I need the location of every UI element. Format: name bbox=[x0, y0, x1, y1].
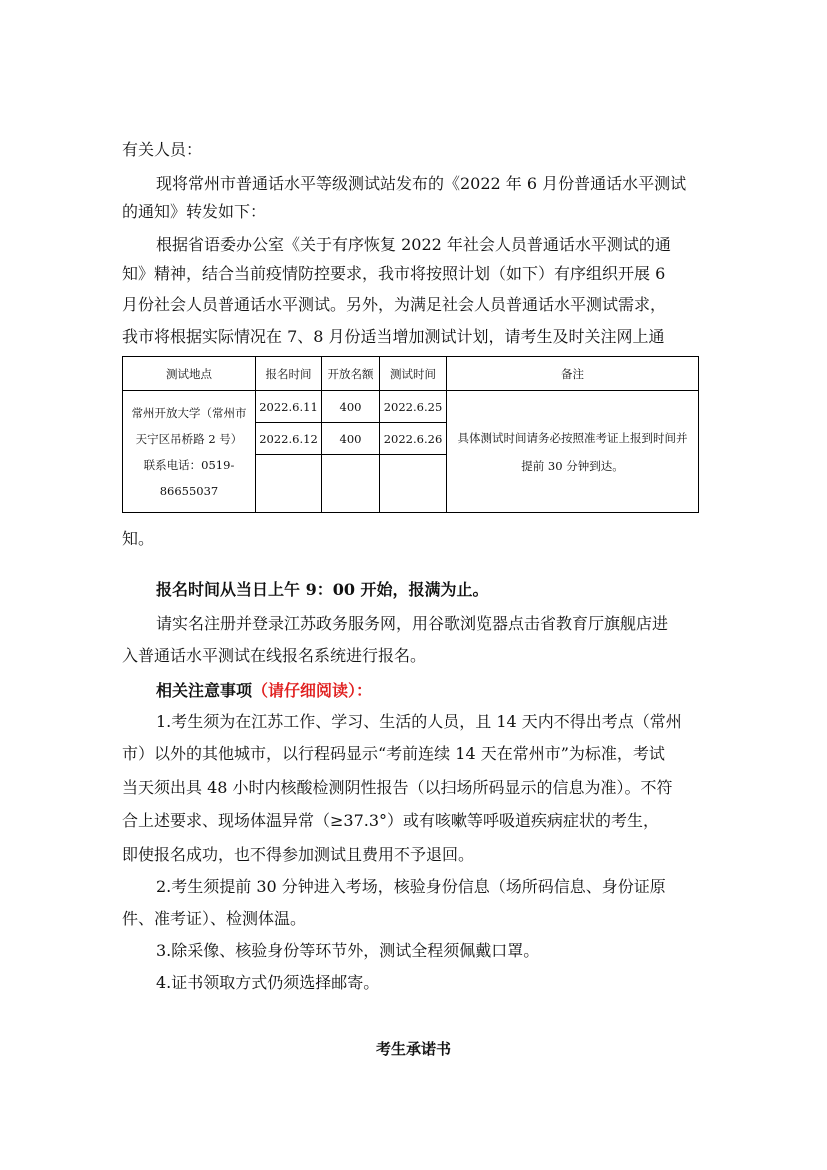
notice-item-1-line: 1.考生须为在江苏工作、学习、生活的人员，且 14 天内不得出考点（常州 bbox=[156, 712, 682, 731]
test-time-cell: 2022.6.25 bbox=[380, 391, 447, 423]
table-row bbox=[123, 391, 699, 423]
registration-instructions-line: 请实名注册并登录江苏政务服务网，用谷歌浏览器点击省教育厅旗舰店进 bbox=[156, 614, 669, 633]
test-location-cell bbox=[123, 391, 256, 513]
location-line: 天宁区吊桥路 2 号） bbox=[135, 431, 243, 446]
empty-cell bbox=[380, 455, 447, 513]
pledge-title: 考生承诺书 bbox=[375, 1040, 451, 1058]
notice-item-1-line: 合上述要求、现场体温异常（≥37.3°）或有咳嗽等呼吸道疾病症状的考生， bbox=[122, 811, 660, 830]
intro-paragraph-line: 的通知》转发如下： bbox=[122, 202, 267, 221]
quota-cell: 400 bbox=[322, 391, 380, 423]
header-registration-time: 报名时间 bbox=[256, 357, 322, 391]
notice-item-1-line: 当天须出具 48 小时内核酸检测阴性报告（以扫场所码显示的信息为准）。不符 bbox=[122, 778, 673, 797]
notice-heading-highlight: （请仔细阅读）： bbox=[252, 681, 373, 700]
header-remarks: 备注 bbox=[447, 357, 699, 391]
test-time-cell: 2022.6.26 bbox=[380, 423, 447, 455]
remarks-line: 具体测试时间请务必按照准考证上报到时间并 bbox=[457, 430, 688, 445]
location-phone: 联系电话：0519- bbox=[143, 457, 235, 472]
registration-instructions-line: 入普通话水平测试在线报名系统进行报名。 bbox=[122, 646, 427, 665]
intro-paragraph-line: 现将常州市普通话水平等级测试站发布的《2022 年 6 月份普通话水平测试 bbox=[156, 174, 687, 193]
notice-item-4: 4.证书领取方式仍须选择邮寄。 bbox=[156, 973, 380, 992]
registration-time-notice: 报名时间从当日上午 9：00 开始，报满为止。 bbox=[156, 580, 489, 599]
notice-heading-text: 相关注意事项 bbox=[156, 681, 253, 700]
header-test-time: 测试时间 bbox=[380, 357, 447, 391]
notice-item-2-line: 件、准考证）、检测体温。 bbox=[122, 909, 307, 928]
remarks-line: 提前 30 分钟到达。 bbox=[521, 458, 624, 473]
empty-cell bbox=[256, 455, 322, 513]
remarks-cell bbox=[447, 391, 699, 513]
notice-item-3: 3.除采像、核验身份等环节外，测试全程须佩戴口罩。 bbox=[156, 941, 540, 960]
notice-item-2-line: 2.考生须提前 30 分钟进入考场，核验身份信息（场所码信息、身份证原 bbox=[156, 877, 666, 896]
location-line: 常州开放大学（常州市 bbox=[131, 405, 247, 420]
notice-paragraph-line: 月份社会人员普通话水平测试。另外，为满足社会人员普通话水平测试需求， bbox=[122, 295, 667, 314]
quota-cell: 400 bbox=[322, 423, 380, 455]
empty-cell bbox=[322, 455, 380, 513]
notice-item-1-line: 市）以外的其他城市，以行程码显示“考前连续 14 天在常州市”为标准，考试 bbox=[122, 744, 665, 763]
header-quota: 开放名额 bbox=[322, 357, 380, 391]
notice-paragraph-line: 根据省语委办公室《关于有序恢复 2022 年社会人员普通话水平测试的通 bbox=[156, 235, 671, 254]
notice-paragraph-line: 我市将根据实际情况在 7、8 月份适当增加测试计划，请考生及时关注网上通 bbox=[122, 327, 665, 346]
notice-paragraph-line: 知。 bbox=[122, 529, 155, 548]
notice-item-1-line: 即使报名成功，也不得参加测试且费用不予退回。 bbox=[122, 845, 475, 864]
notice-paragraph-line: 知》精神，结合当前疫情防控要求，我市将按照计划（如下）有序组织开展 6 bbox=[122, 264, 666, 283]
header-location: 测试地点 bbox=[123, 357, 256, 391]
registration-time-cell: 2022.6.12 bbox=[256, 423, 322, 455]
salutation: 有关人员： bbox=[122, 140, 203, 159]
registration-time-cell: 2022.6.11 bbox=[256, 391, 322, 423]
location-phone: 86655037 bbox=[159, 483, 219, 498]
test-schedule-table bbox=[122, 356, 699, 513]
notice-heading bbox=[156, 681, 372, 701]
table-header-row bbox=[123, 357, 699, 391]
